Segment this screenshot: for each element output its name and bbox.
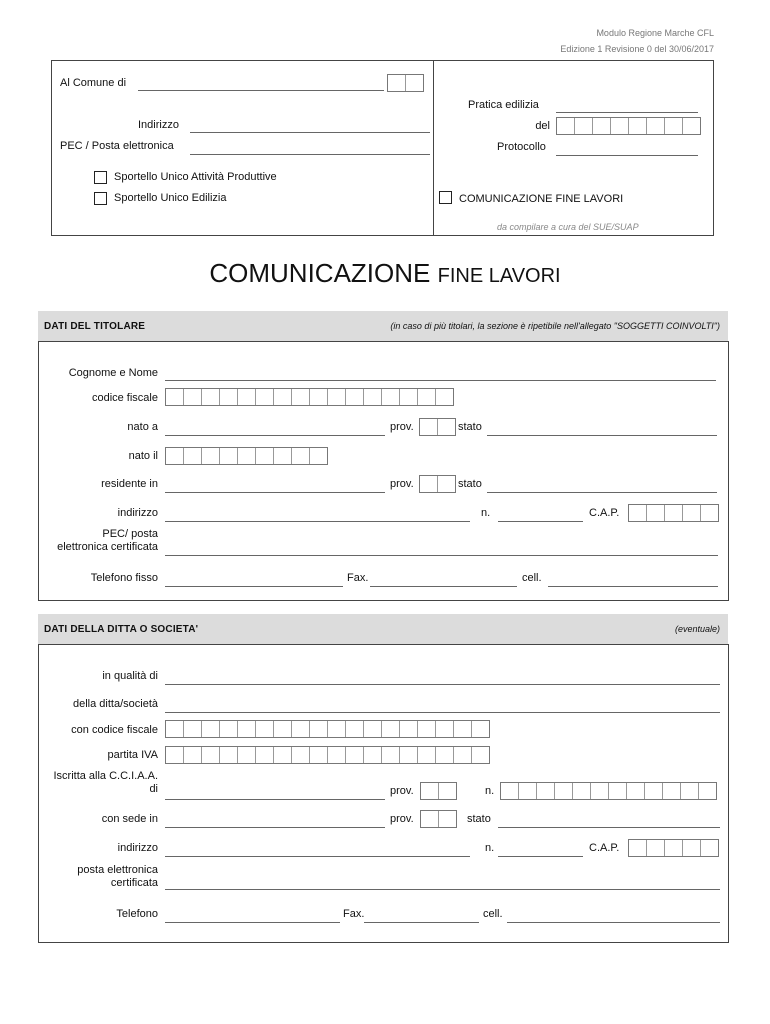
input-cell[interactable]	[421, 783, 439, 799]
titolare-heading: DATI DEL TITOLARE	[44, 321, 146, 332]
input-cell[interactable]	[238, 721, 256, 737]
cciaa-label	[40, 770, 158, 796]
input-cell[interactable]	[184, 747, 202, 763]
input-cell[interactable]	[681, 783, 699, 799]
telefono-fisso-label: Telefono fisso	[90, 572, 158, 584]
input-cell[interactable]	[274, 747, 292, 763]
ditta-civico-field[interactable]	[498, 856, 583, 857]
input-cell[interactable]	[238, 448, 256, 464]
codice-fiscale-label: codice fiscale	[91, 392, 158, 404]
input-cell[interactable]	[557, 118, 575, 134]
sede-stato-field[interactable]	[498, 827, 720, 828]
residente-stato-field[interactable]	[487, 492, 717, 493]
input-cell[interactable]	[701, 505, 718, 521]
titolare-note: (in caso di più titolari, la sezione è ripetibile nell'allegato "SOGGETTI COINVOLTI")	[390, 321, 720, 331]
input-cell[interactable]	[220, 747, 238, 763]
input-cell[interactable]	[184, 389, 202, 405]
input-cell[interactable]	[573, 783, 591, 799]
input-cell[interactable]	[591, 783, 609, 799]
codice-fiscale-cells[interactable]	[165, 388, 454, 406]
input-cell[interactable]	[346, 389, 364, 405]
input-cell[interactable]	[256, 721, 274, 737]
cciaa-n-label: n.	[485, 785, 495, 797]
input-cell[interactable]	[220, 448, 238, 464]
nato-prov-label: prov.	[390, 421, 414, 433]
ditta-cf-cells[interactable]	[165, 720, 490, 738]
input-cell[interactable]	[256, 448, 274, 464]
input-cell[interactable]	[220, 721, 238, 737]
residente-prov-cells[interactable]	[419, 475, 456, 493]
input-cell[interactable]	[593, 118, 611, 134]
input-cell[interactable]	[310, 747, 328, 763]
input-cell[interactable]	[382, 747, 400, 763]
input-cell[interactable]	[609, 783, 627, 799]
form-edition: Edizione 1 Revisione 0 del 30/06/2017	[560, 44, 714, 54]
nato-il-cells[interactable]	[165, 447, 328, 465]
pec-titolare-label-line1: PEC/ posta	[102, 528, 158, 540]
cciaa-label-line2: di	[149, 783, 158, 795]
title-main: COMUNICAZIONE	[209, 258, 431, 288]
input-cell[interactable]	[501, 783, 519, 799]
title-rest: FINE LAVORI	[437, 265, 561, 287]
input-cell[interactable]	[220, 389, 238, 405]
input-cell[interactable]	[418, 389, 436, 405]
comune-label: Al Comune di	[60, 77, 127, 89]
input-cell[interactable]	[701, 840, 718, 856]
pec-label: PEC / Posta elettronica	[60, 140, 174, 152]
input-cell[interactable]	[420, 419, 438, 435]
input-cell[interactable]	[665, 118, 683, 134]
input-cell[interactable]	[645, 783, 663, 799]
ditta-heading: DATI DELLA DITTA O SOCIETA'	[44, 624, 199, 635]
input-cell[interactable]	[310, 389, 328, 405]
comunicazione-checkbox[interactable]	[439, 191, 452, 204]
comunicazione-label: COMUNICAZIONE FINE LAVORI	[459, 193, 624, 205]
input-cell[interactable]	[256, 747, 274, 763]
input-cell[interactable]	[436, 721, 454, 737]
ditta-cell-field[interactable]	[507, 922, 720, 923]
input-cell[interactable]	[184, 448, 202, 464]
input-cell[interactable]	[665, 840, 683, 856]
input-cell[interactable]	[382, 721, 400, 737]
input-cell[interactable]	[328, 721, 346, 737]
cell-label: cell.	[522, 572, 542, 584]
in-qualita-label: in qualità di	[102, 670, 158, 682]
sede-field[interactable]	[165, 827, 385, 828]
cciaa-prov-cells[interactable]	[420, 782, 457, 800]
comune-field[interactable]	[138, 90, 384, 91]
sede-stato-label: stato	[467, 813, 491, 825]
nato-stato-field[interactable]	[487, 435, 717, 436]
ditta-cap-cells[interactable]	[628, 839, 719, 857]
cognome-nome-label: Cognome e Nome	[68, 367, 158, 379]
input-cell[interactable]	[310, 448, 327, 464]
pec-titolare-label	[40, 528, 158, 554]
input-cell[interactable]	[364, 721, 382, 737]
indirizzo-label: Indirizzo	[138, 119, 179, 131]
input-cell[interactable]	[537, 783, 555, 799]
input-cell[interactable]	[665, 505, 683, 521]
suap-checkbox[interactable]	[94, 171, 107, 184]
input-cell[interactable]	[647, 118, 665, 134]
input-cell[interactable]	[647, 840, 665, 856]
input-cell[interactable]	[400, 747, 418, 763]
ditta-field[interactable]	[165, 712, 720, 713]
input-cell[interactable]	[364, 747, 382, 763]
input-cell[interactable]	[346, 721, 364, 737]
input-cell[interactable]	[438, 476, 455, 492]
input-cell[interactable]	[472, 721, 489, 737]
input-cell[interactable]	[436, 389, 453, 405]
ditta-fax-label: Fax.	[343, 908, 365, 920]
cciaa-label-line1: Iscritta alla C.C.I.A.A.	[53, 770, 158, 782]
residente-in-field[interactable]	[165, 492, 385, 493]
input-cell[interactable]	[274, 448, 292, 464]
nato-a-label: nato a	[127, 421, 158, 433]
ditta-fax-field[interactable]	[364, 922, 479, 923]
input-cell[interactable]	[683, 840, 701, 856]
input-cell[interactable]	[310, 721, 328, 737]
sue-label: Sportello Unico Edilizia	[114, 192, 227, 204]
input-cell[interactable]	[519, 783, 537, 799]
in-qualita-field[interactable]	[165, 684, 720, 685]
input-cell[interactable]	[274, 721, 292, 737]
cognome-nome-field[interactable]	[165, 380, 716, 381]
input-cell[interactable]	[166, 747, 184, 763]
nato-il-label: nato il	[128, 450, 158, 462]
input-cell[interactable]	[184, 721, 202, 737]
ditta-pec-field[interactable]	[165, 889, 720, 890]
input-cell[interactable]	[421, 811, 439, 827]
suap-label: Sportello Unico Attività Produttive	[114, 171, 277, 183]
input-cell[interactable]	[388, 75, 406, 91]
ditta-pec-label-line1: posta elettronica	[77, 864, 158, 876]
pec-titolare-field[interactable]	[165, 555, 718, 556]
ditta-indirizzo-field[interactable]	[165, 856, 470, 857]
civico-label: n.	[481, 507, 491, 519]
cciaa-n-cells[interactable]	[500, 782, 717, 800]
partita-iva-label: partita IVA	[107, 749, 158, 761]
input-cell[interactable]	[292, 448, 310, 464]
input-cell[interactable]	[202, 721, 220, 737]
input-cell[interactable]	[418, 721, 436, 737]
ditta-cap-label: C.A.P.	[589, 842, 620, 854]
sue-checkbox[interactable]	[94, 192, 107, 205]
cciaa-prov-label: prov.	[390, 785, 414, 797]
cciaa-field[interactable]	[165, 799, 385, 800]
input-cell[interactable]	[400, 389, 418, 405]
input-cell[interactable]	[436, 747, 454, 763]
ditta-section-header	[38, 614, 728, 644]
input-cell[interactable]	[256, 389, 274, 405]
sede-prov-cells[interactable]	[420, 810, 457, 828]
input-cell[interactable]	[629, 118, 647, 134]
comune-code-cells[interactable]	[387, 74, 424, 92]
input-cell[interactable]	[292, 721, 310, 737]
pratica-label: Pratica edilizia	[468, 99, 539, 111]
input-cell[interactable]	[166, 448, 184, 464]
protocollo-field[interactable]	[556, 155, 698, 156]
cap-label: C.A.P.	[589, 507, 620, 519]
nato-prov-cells[interactable]	[419, 418, 456, 436]
input-cell[interactable]	[439, 811, 456, 827]
input-cell[interactable]	[364, 389, 382, 405]
residente-in-label: residente in	[101, 478, 158, 490]
nato-stato-label: stato	[458, 421, 482, 433]
input-cell[interactable]	[202, 389, 220, 405]
input-cell[interactable]	[202, 448, 220, 464]
nato-a-field[interactable]	[165, 435, 385, 436]
input-cell[interactable]	[202, 747, 220, 763]
input-cell[interactable]	[575, 118, 593, 134]
input-cell[interactable]	[611, 118, 629, 134]
pec-field[interactable]	[190, 154, 430, 155]
ditta-telefono-label: Telefono	[116, 908, 158, 920]
input-cell[interactable]	[238, 389, 256, 405]
fax-field[interactable]	[370, 586, 517, 587]
residente-stato-label: stato	[458, 478, 482, 490]
residente-prov-label: prov.	[390, 478, 414, 490]
partita-iva-cells[interactable]	[165, 746, 490, 764]
input-cell[interactable]	[420, 476, 438, 492]
del-label: del	[535, 120, 550, 132]
input-cell[interactable]	[439, 783, 456, 799]
ditta-civico-label: n.	[485, 842, 495, 854]
input-cell[interactable]	[629, 505, 647, 521]
ditta-note: (eventuale)	[674, 624, 720, 634]
input-cell[interactable]	[400, 721, 418, 737]
ditta-indirizzo-label: indirizzo	[117, 842, 158, 854]
input-cell[interactable]	[472, 747, 489, 763]
input-cell[interactable]	[647, 505, 665, 521]
input-cell[interactable]	[699, 783, 716, 799]
input-cell[interactable]	[166, 389, 184, 405]
input-cell[interactable]	[555, 783, 573, 799]
sede-prov-label: prov.	[390, 813, 414, 825]
telefono-fisso-field[interactable]	[165, 586, 343, 587]
input-cell[interactable]	[438, 419, 455, 435]
page-title	[0, 258, 770, 289]
indirizzo-titolare-field[interactable]	[165, 521, 470, 522]
input-cell[interactable]	[382, 389, 400, 405]
civico-field[interactable]	[498, 521, 583, 522]
sue-suap-note: da compilare a cura del SUE/SUAP	[497, 222, 639, 232]
ditta-pec-label	[40, 864, 158, 890]
input-cell[interactable]	[454, 721, 472, 737]
pec-titolare-label-line2: elettronica certificata	[57, 541, 158, 553]
recipient-box-divider	[433, 60, 434, 235]
ditta-cell-label: cell.	[483, 908, 503, 920]
input-cell[interactable]	[406, 75, 423, 91]
input-cell[interactable]	[346, 747, 364, 763]
input-cell[interactable]	[166, 721, 184, 737]
ditta-label: della ditta/società	[73, 698, 158, 710]
input-cell[interactable]	[274, 389, 292, 405]
titolare-section-header	[38, 311, 728, 341]
input-cell[interactable]	[238, 747, 256, 763]
input-cell[interactable]	[683, 118, 700, 134]
input-cell[interactable]	[683, 505, 701, 521]
ditta-telefono-field[interactable]	[165, 922, 340, 923]
del-date-cells[interactable]	[556, 117, 701, 135]
cell-field[interactable]	[548, 586, 718, 587]
fax-label: Fax.	[347, 572, 369, 584]
indirizzo-titolare-label: indirizzo	[117, 507, 158, 519]
cap-cells[interactable]	[628, 504, 719, 522]
input-cell[interactable]	[328, 389, 346, 405]
ditta-pec-label-line2: certificata	[110, 877, 158, 889]
input-cell[interactable]	[663, 783, 681, 799]
sede-label: con sede in	[101, 813, 158, 825]
input-cell[interactable]	[292, 389, 310, 405]
input-cell[interactable]	[454, 747, 472, 763]
input-cell[interactable]	[629, 840, 647, 856]
input-cell[interactable]	[328, 747, 346, 763]
pratica-field[interactable]	[556, 112, 698, 113]
input-cell[interactable]	[292, 747, 310, 763]
ditta-cf-label: con codice fiscale	[71, 724, 158, 736]
form-code: Modulo Regione Marche CFL	[596, 28, 714, 38]
indirizzo-field[interactable]	[190, 132, 430, 133]
protocollo-label: Protocollo	[497, 141, 546, 153]
input-cell[interactable]	[418, 747, 436, 763]
input-cell[interactable]	[627, 783, 645, 799]
